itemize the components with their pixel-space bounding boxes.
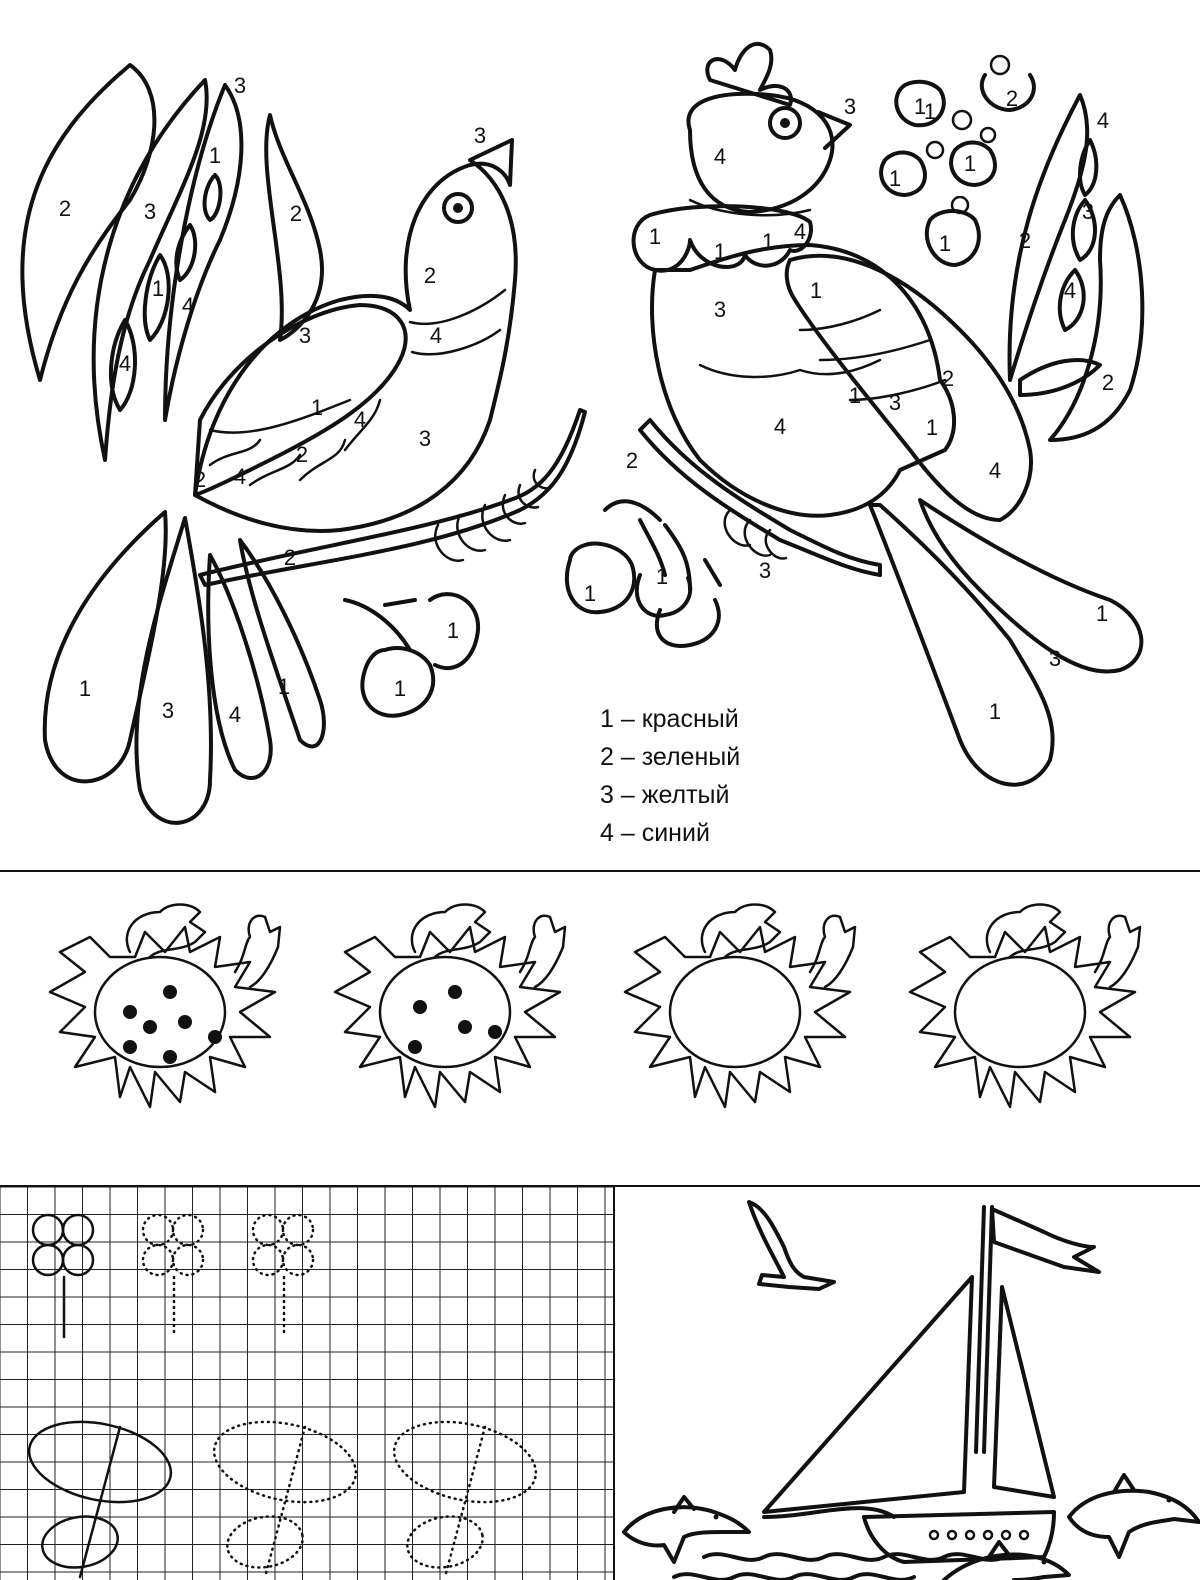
region-number: 4 xyxy=(1096,107,1110,133)
parrot-icon[interactable] xyxy=(567,44,1142,785)
region-number: 2 xyxy=(941,365,955,391)
region-number: 1 xyxy=(393,675,407,701)
region-number: 2 xyxy=(283,544,297,570)
cherry-icon[interactable] xyxy=(567,501,720,646)
region-number: 2 xyxy=(295,441,309,467)
region-number: 3 xyxy=(888,389,902,415)
sailboat-scene-panel xyxy=(614,1187,1200,1580)
region-number: 2 xyxy=(625,447,639,473)
region-number: 1 xyxy=(848,382,862,408)
legend-row: 3 – желтый xyxy=(600,781,730,809)
flower-icon[interactable] xyxy=(253,1215,313,1337)
tracing-grid-panel xyxy=(0,1187,614,1580)
region-number: 1 xyxy=(923,98,937,124)
region-number: 1 xyxy=(151,275,165,301)
region-number: 1 xyxy=(925,414,939,440)
region-number: 1 xyxy=(655,563,669,589)
region-number: 4 xyxy=(988,457,1002,483)
region-number: 2 xyxy=(193,466,207,492)
crab-icon[interactable] xyxy=(625,905,855,1108)
region-number: 1 xyxy=(583,580,597,606)
region-number: 3 xyxy=(233,72,247,98)
region-number: 1 xyxy=(446,617,460,643)
region-number: 1 xyxy=(809,277,823,303)
region-number: 4 xyxy=(233,463,247,489)
region-number: 1 xyxy=(78,675,92,701)
region-number: 1 xyxy=(648,223,662,249)
region-number: 4 xyxy=(793,218,807,244)
region-number: 4 xyxy=(118,350,132,376)
region-number: 2 xyxy=(1005,85,1019,111)
region-number: 2 xyxy=(1101,369,1115,395)
sailboat-icon[interactable] xyxy=(764,1207,1099,1562)
region-number: 2 xyxy=(423,262,437,288)
seagull-icon[interactable] xyxy=(749,1202,834,1289)
flower-icon[interactable] xyxy=(143,1215,203,1337)
crab-icon[interactable] xyxy=(50,905,280,1108)
legend-row: 1 – красный xyxy=(600,705,739,733)
region-number: 3 xyxy=(298,322,312,348)
region-number: 3 xyxy=(843,93,857,119)
region-number: 3 xyxy=(1081,198,1095,224)
flower-icon[interactable] xyxy=(33,1215,93,1337)
region-number: 4 xyxy=(429,322,443,348)
color-legend xyxy=(600,700,860,852)
region-number: 1 xyxy=(938,230,952,256)
region-number: 4 xyxy=(1063,277,1077,303)
region-number: 1 xyxy=(1095,600,1109,626)
region-number: 1 xyxy=(988,698,1002,724)
region-number: 2 xyxy=(1018,227,1032,253)
bird-icon[interactable] xyxy=(22,65,585,823)
region-number: 1 xyxy=(888,165,902,191)
region-number: 1 xyxy=(963,150,977,176)
region-number: 1 xyxy=(277,673,291,699)
region-number: 3 xyxy=(143,198,157,224)
region-number: 3 xyxy=(758,557,772,583)
region-number: 3 xyxy=(161,697,175,723)
region-number: 4 xyxy=(773,413,787,439)
region-number: 3 xyxy=(473,122,487,148)
vertical-divider xyxy=(613,1186,615,1580)
region-number: 1 xyxy=(310,394,324,420)
region-number: 4 xyxy=(181,292,195,318)
crab-icon[interactable] xyxy=(335,905,565,1108)
region-number: 4 xyxy=(353,406,367,432)
cherry-icon[interactable] xyxy=(345,594,478,716)
legend-row: 4 – синий xyxy=(600,819,710,847)
region-number: 3 xyxy=(418,425,432,451)
region-number: 1 xyxy=(713,238,727,264)
region-number: 4 xyxy=(228,701,242,727)
dolphin-icon[interactable] xyxy=(624,1497,749,1562)
dolphin-icon[interactable] xyxy=(1069,1475,1199,1557)
legend-row: 2 – зеленый xyxy=(600,743,741,771)
region-number: 1 xyxy=(208,142,222,168)
crab-icon[interactable] xyxy=(910,905,1140,1108)
region-number: 4 xyxy=(713,143,727,169)
region-number: 2 xyxy=(289,200,303,226)
region-number: 1 xyxy=(913,93,927,119)
crabs-panel xyxy=(0,872,1200,1184)
region-number: 1 xyxy=(761,228,775,254)
region-number: 2 xyxy=(58,195,72,221)
region-number: 3 xyxy=(1048,645,1062,671)
region-number: 3 xyxy=(713,296,727,322)
